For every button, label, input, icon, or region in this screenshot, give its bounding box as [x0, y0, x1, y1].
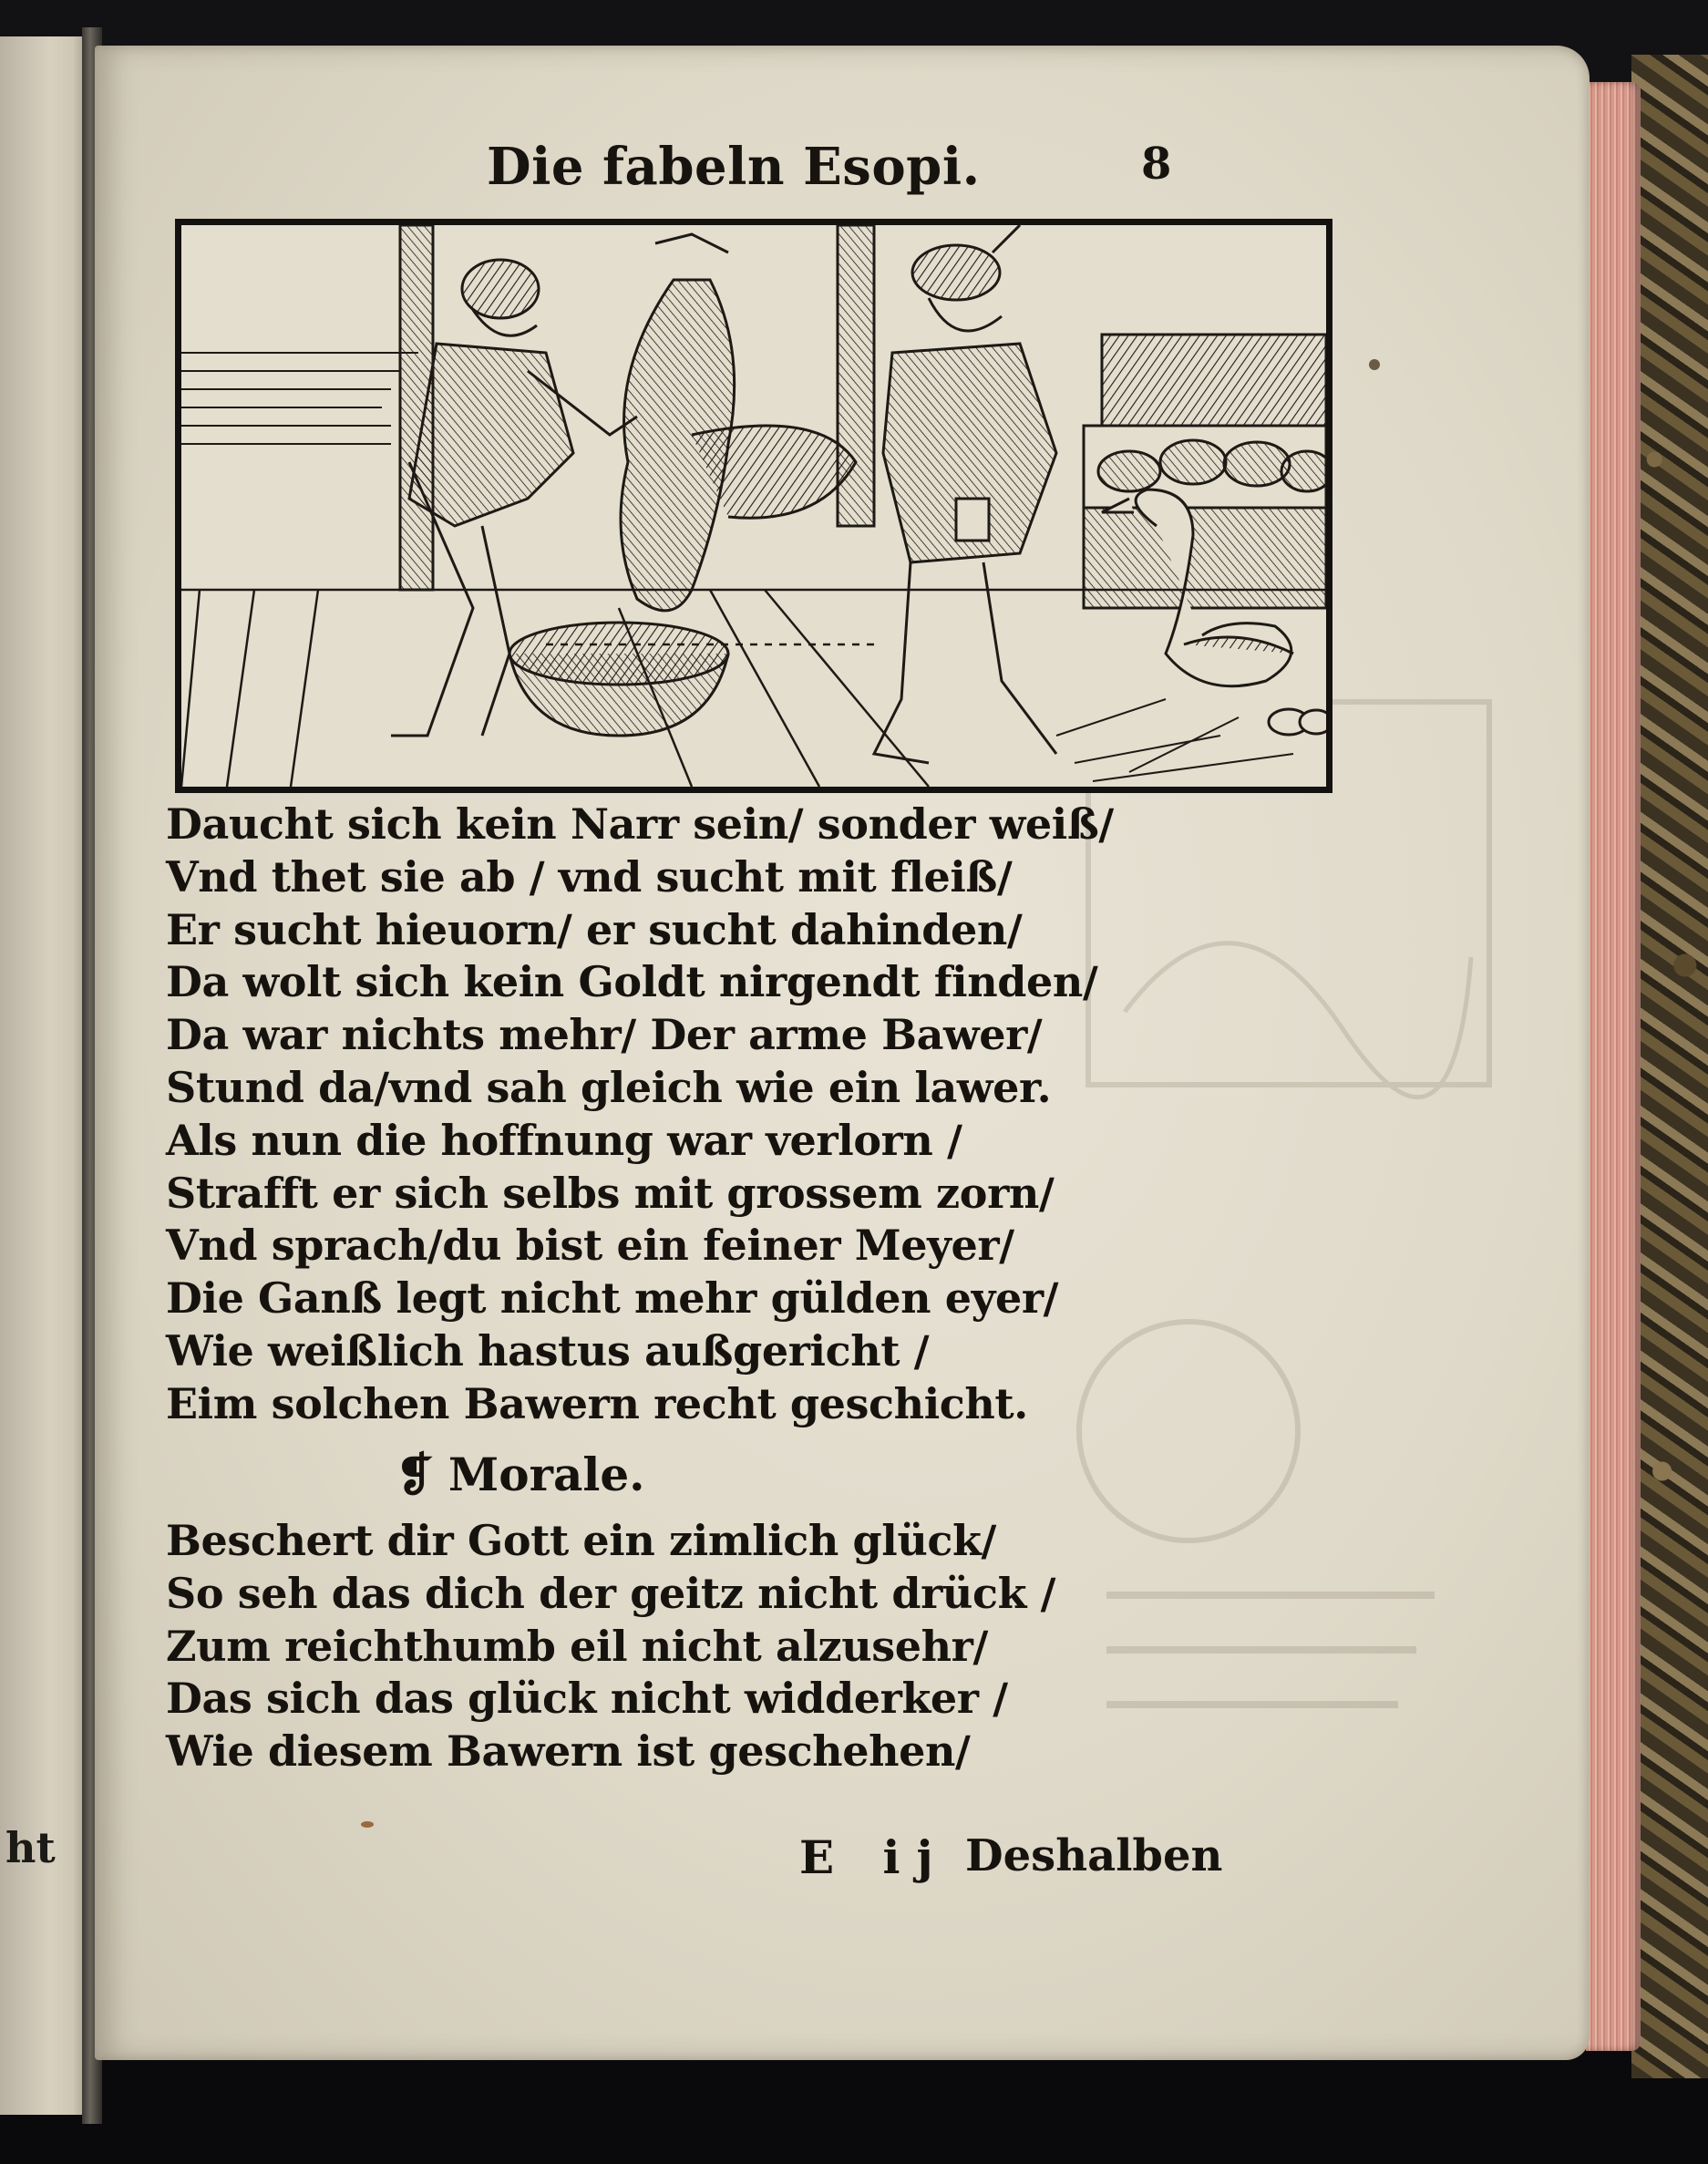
- book-cover-edge: [1631, 55, 1708, 2078]
- verse-line: Vnd thet sie ab / vnd sucht mit fleiß/: [166, 851, 1013, 902]
- moral-heading-text: Morale.: [448, 1448, 645, 1501]
- previous-page-edge: [0, 36, 91, 2115]
- moral-heading: [396, 1448, 645, 1501]
- page-number: 8: [1141, 139, 1172, 190]
- verse-line: Da war nichts mehr/ Der arme Bawer/: [166, 1010, 1043, 1060]
- verse-line: Vnd sprach/du bist ein feiner Meyer/: [166, 1221, 1014, 1271]
- woodcut-scene-icon: [181, 225, 1326, 787]
- moral-line: Das sich das glück nicht widderker /: [166, 1674, 1008, 1724]
- moral-line: Beschert dir Gott ein zimlich glück/: [166, 1516, 996, 1565]
- verse-line: Strafft er sich selbs mit grossem zorn/: [166, 1168, 1055, 1218]
- verse-line: Stund da/vnd sah gleich wie ein lawer.: [166, 1062, 1052, 1112]
- moral-verse: [166, 1515, 1168, 1778]
- woodcut-illustration: [175, 219, 1332, 793]
- running-title: Die fabeln Esopi.: [487, 137, 981, 197]
- pilcrow-icon: ❡: [396, 1448, 434, 1501]
- verse-line: Da wolt sich kein Goldt nirgendt finden/: [166, 957, 1098, 1007]
- paper-speck: [1369, 359, 1380, 370]
- paper-speck: [361, 1821, 374, 1828]
- moral-line: So seh das dich der geitz nicht drück /: [166, 1568, 1056, 1618]
- moral-line: Zum reichthumb eil nicht alzusehr/: [166, 1621, 988, 1671]
- verse-line: Die Ganß legt nicht mehr gülden eyer/: [166, 1273, 1059, 1324]
- signature-mark: E ij: [799, 1830, 950, 1884]
- moral-line: Wie diesem Bawern ist geschehen/: [166, 1726, 971, 1777]
- previous-page-text-fragment: ht: [5, 1823, 56, 1872]
- fable-verse: [166, 799, 1168, 1431]
- verse-line: Als nun die hoffnung war verlorn /: [166, 1115, 962, 1165]
- verse-line: Er sucht hieuorn/ er sucht dahinden/: [166, 904, 1023, 954]
- verse-line: Eim solchen Bawern recht geschicht.: [166, 1378, 1028, 1428]
- book-page: [95, 46, 1590, 2060]
- catchword: Deshalben: [965, 1830, 1223, 1881]
- page-footer: [95, 1830, 1590, 1903]
- page-edges: [1586, 82, 1641, 2051]
- verse-line: Wie weißlich hastus außgericht /: [166, 1325, 930, 1376]
- page-header: [95, 137, 1590, 219]
- verse-line: Daucht sich kein Narr sein/ sonder weiß/: [166, 799, 1114, 849]
